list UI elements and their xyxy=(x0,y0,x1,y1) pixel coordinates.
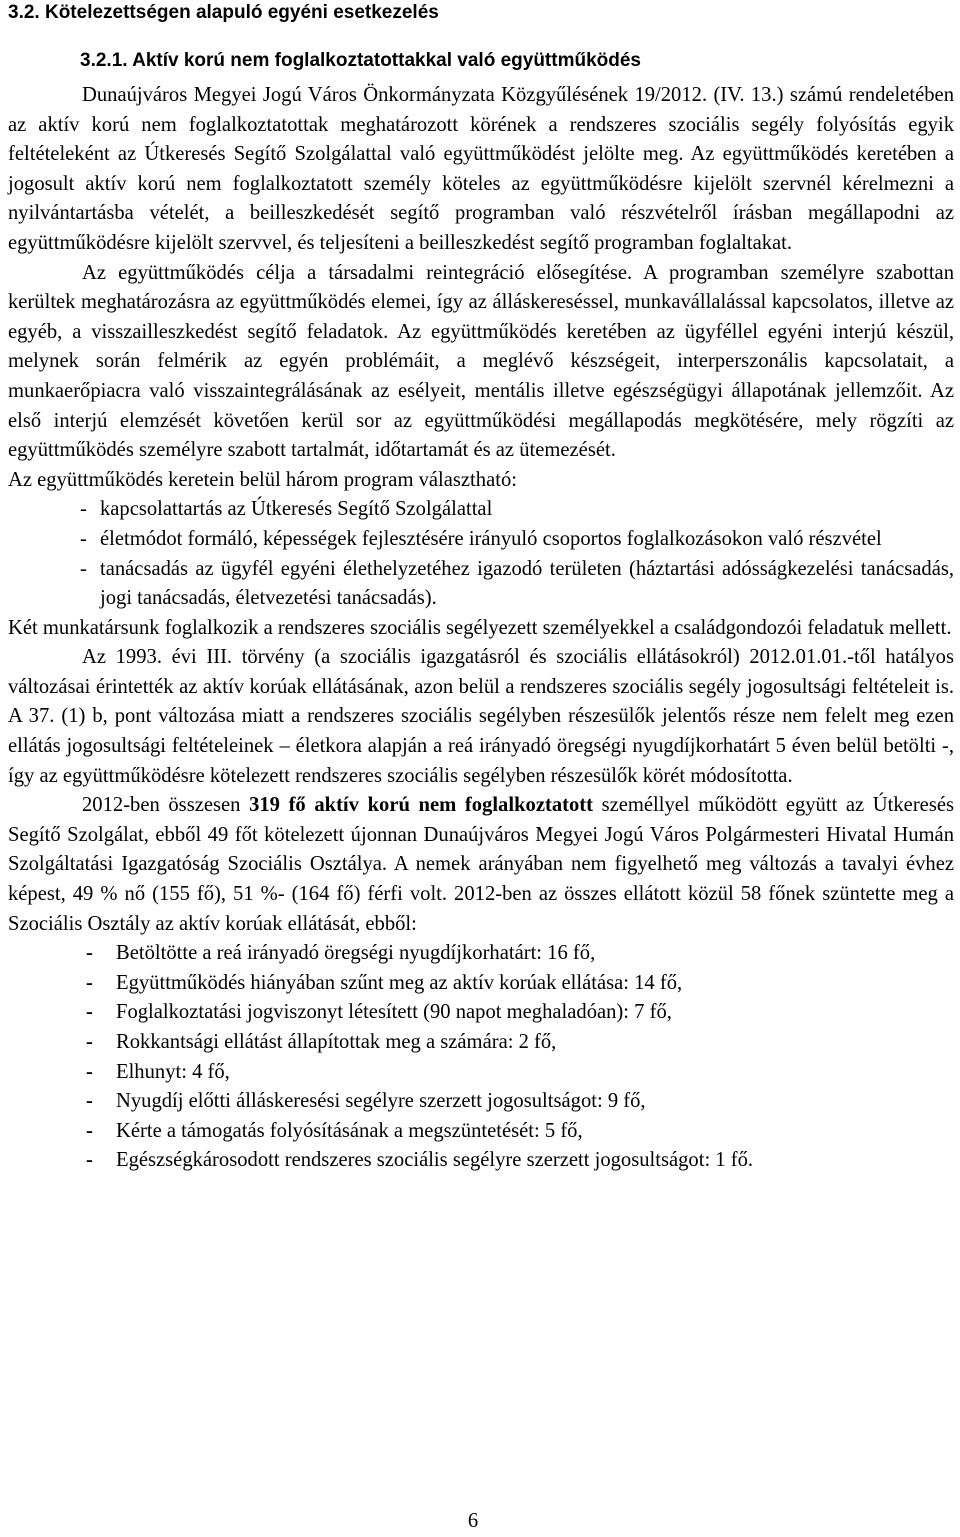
list-dash: - xyxy=(86,1090,93,1113)
list-item-text: életmódot formáló, képességek fejlesztésére irányuló csoportos foglalkozásokon való részvétel xyxy=(100,527,882,550)
list-dash: - xyxy=(86,1149,93,1172)
stat-text-start: 2012-ben összesen xyxy=(82,794,250,817)
list-item-text: Betöltötte a reá irányadó öregségi nyugdíjkorhatárt: 16 fő, xyxy=(116,942,596,965)
list-item xyxy=(8,525,954,555)
section-heading: 3.2. Kötelezettségen alapuló egyéni esetkezelés xyxy=(8,2,439,23)
list-item xyxy=(8,1087,954,1117)
list-dash: - xyxy=(86,1031,93,1053)
termination-reasons-list xyxy=(8,939,954,1176)
list-item xyxy=(8,1146,954,1176)
list-item xyxy=(8,495,954,525)
paragraph-programs-intro: Az együttműködés keretein belül három program választható: xyxy=(8,468,517,491)
paragraph-staff: Két munkatársunk foglalkozik a rendszeres szociális segélyezett személyekkel a családgondozói feladatuk mellett. xyxy=(8,616,952,639)
program-list xyxy=(8,495,954,613)
list-dash: - xyxy=(80,557,87,580)
list-item xyxy=(8,1058,954,1088)
list-item-text: Kérte a támogatás folyósításának a megszüntetését: 5 fő, xyxy=(116,1119,583,1142)
paragraph-intro: Dunaújváros Megyei Jogú Város Önkormányzata Közgyűlésének 19/2012. (IV. 13.) számú rendeletében az aktív korú nem foglalkoztatottak meghatározott körének a rendszeres szociális segély folyósítás egyik feltételeként az Útkeresés Segítő Szolgálattal való együttműködést jelölte meg. Az együttműködés keretében a jogosult aktív korú nem foglalkoztatott személy köteles az együttműködésre kijelölt szervnél kérelmezni a nyilvántartásba vételét, a beilleszkedését segítő programban való részvételről írásban megállapodni az együttműködésre kijelölt szervvel, és teljesíteni a beilleszkedést segítő programban foglaltakat. xyxy=(8,84,954,254)
paragraph-statistics xyxy=(8,791,954,939)
list-item xyxy=(8,555,954,614)
list-dash: - xyxy=(80,498,87,521)
stat-highlight: 319 fő aktív korú nem foglalkoztatott xyxy=(249,794,593,817)
list-item-text: Rokkantsági ellátást állapítottak meg a számára: 2 fő, xyxy=(116,1031,557,1053)
list-item xyxy=(8,1117,954,1147)
paragraph-goal: Az együttműködés célja a társadalmi reintegráció elősegítése. A programban személyre szabottan kerültek meghatározásra az együttműködés elemei, így az álláskereséssel, munkavállalással kapcsolatos, illetve az egyéb, a visszailleszkedést segítő feladatok. Az együttműködés keretében az ügyféllel egyéni interjú készül, melynek során felmérik az egyén problémáit, a meglévő készségeit, interperszonális kapcsolatait, a munkaerőpiacra való visszaintegrálásának az esélyeit, mentális illetve egészségügyi állapotának jellemzőit. Az első interjú elemzését követően kerül sor az együttműködési megállapodás megkötésére, mely rögzíti az együttműködés személyre szabott tartalmát, időtartamát és az ütemezését. xyxy=(8,261,954,462)
paragraph-law: Az 1993. évi III. törvény (a szociális igazgatásról és szociális ellátásokról) 2012.01.01.-től hatályos változásai érintették az aktív korúak ellátásának, azon belül a rendszeres szociális segély jogosultsági feltételeit is. A 37. (1) b, pont változása miatt a rendszeres szociális segélyben részesülők jelentős része nem felelt meg ezen ellátás jogosultsági feltételeinek – életkora alapján a reá irányadó öregségi nyugdíjkorhatárt 5 éven belül betölti -, így az együttműködésre kötelezett rendszeres szociális segélyben részesülők körét módosította. xyxy=(8,646,954,787)
stat-text-rest: személlyel működött együtt az Útkeresés Segítő Szolgálat, ebből 49 főt kötelezett újonnan Dunaújváros Megyei Jogú Város Polgármesteri Hivatal Humán Szolgáltatási Igazgatóság Szociális Osztálya. A nemek arányában nem figyelhető meg változás a tavalyi évhez képest, 49 % nő (155 fő), 51 %- (164 fő) férfi volt. 2012-ben az összes ellátott közül 58 főnek szüntette meg a Szociális Osztály az aktív korúak ellátását, ebből: xyxy=(8,794,954,935)
list-dash: - xyxy=(86,1119,93,1142)
list-item-text: Elhunyt: 4 fő, xyxy=(116,1060,230,1083)
list-dash: - xyxy=(86,942,93,965)
list-item-text: Egészségkárosodott rendszeres szociális segélyre szerzett jogosultságot: 1 fő. xyxy=(116,1149,754,1172)
subsection-heading: 3.2.1. Aktív korú nem foglalkoztatottakkal való együttműködés xyxy=(80,50,642,71)
page-number: 6 xyxy=(467,1510,479,1532)
list-item xyxy=(8,998,954,1028)
list-item-text: Együttműködés hiányában szűnt meg az aktív korúak ellátása: 14 fő, xyxy=(116,971,683,994)
list-dash: - xyxy=(86,1001,93,1024)
list-item xyxy=(8,939,954,969)
list-item-text: kapcsolattartás az Útkeresés Segítő Szolgálattal xyxy=(100,498,493,521)
list-dash: - xyxy=(86,971,93,994)
list-dash: - xyxy=(86,1060,93,1083)
list-item-text: Nyugdíj előtti álláskeresési segélyre szerzett jogosultságot: 9 fő, xyxy=(116,1090,646,1113)
list-item xyxy=(8,969,954,999)
list-dash: - xyxy=(80,527,87,550)
list-item-text: tanácsadás az ügyfél egyéni élethelyzetéhez igazodó területen (háztartási adósságkezelési tanácsadás, jogi tanácsadás, életvezetési tanácsadás). xyxy=(100,557,954,610)
document-body xyxy=(8,81,954,1176)
list-item-text: Foglalkoztatási jogviszonyt létesített (90 napot meghaladóan): 7 fő, xyxy=(116,1001,672,1024)
list-item xyxy=(8,1028,954,1058)
